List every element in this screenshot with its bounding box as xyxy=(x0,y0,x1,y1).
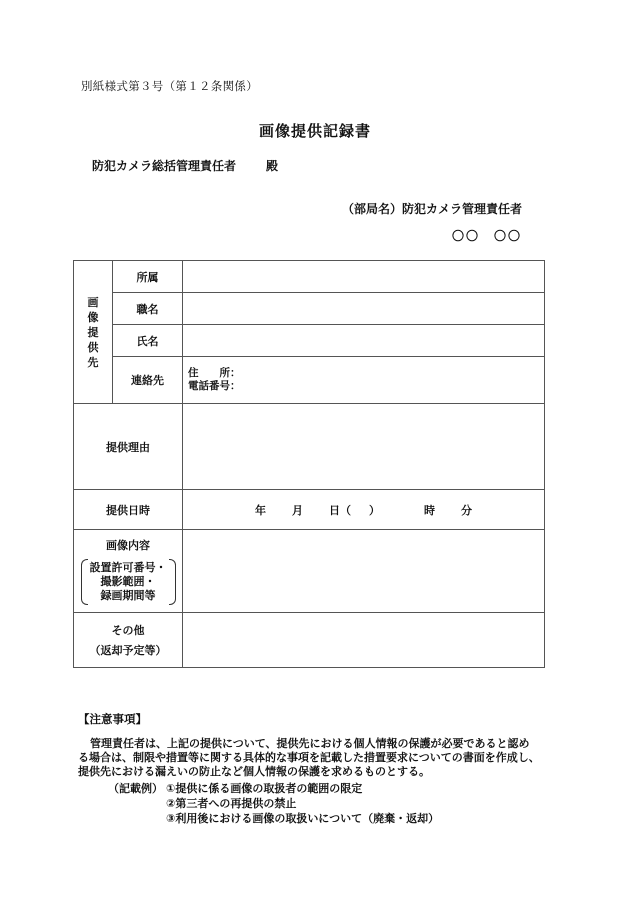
name-label: 氏名 xyxy=(113,325,183,357)
recipient-group-label: 画 像 提 供 先 xyxy=(74,261,113,404)
content-sub-line: 設置許可番号・ xyxy=(89,561,167,574)
content-label: 画像内容 xyxy=(106,539,150,552)
table-row xyxy=(74,490,545,530)
phone-label: 電話番号： xyxy=(188,380,241,392)
notes-heading: 【注意事項】 xyxy=(78,712,147,726)
name-field[interactable] xyxy=(183,325,545,357)
other-field[interactable] xyxy=(183,613,545,668)
addressee xyxy=(92,157,278,174)
content-sub-line: 録画期間等 xyxy=(100,589,156,602)
date-label: 提供日時 xyxy=(74,490,183,530)
table-row xyxy=(74,325,545,357)
position-label: 職名 xyxy=(113,293,183,325)
affiliation-field[interactable] xyxy=(183,261,545,293)
table-row xyxy=(74,261,545,293)
date-unit-hour: 時 xyxy=(424,503,435,517)
content-label-cell xyxy=(74,530,183,613)
other-sub-label: （返却予定等） xyxy=(89,644,167,657)
notes-example-item: ②第三者への再提供の禁止 xyxy=(166,797,297,810)
date-field[interactable] xyxy=(183,490,545,530)
sender-name: 〇〇 〇〇 xyxy=(451,229,522,243)
addressee-name: 防犯カメラ総括管理責任者 xyxy=(92,159,237,173)
notes-body: 管理責任者は、上記の提供について、提供先における個人情報の保護が必要であると認める場合は、制限や措置等に関する具体的な事項を記載した措置要求についての書面を作成し、提供先における漏えいの防止など個人情報の保護を求めるものとする。 xyxy=(78,737,540,778)
record-table xyxy=(73,260,545,668)
content-sub-line: 撮影範囲・ xyxy=(100,575,156,588)
position-field[interactable] xyxy=(183,293,545,325)
form-number: 別紙様式第３号（第１２条関係） xyxy=(81,79,258,93)
date-unit-year: 年 xyxy=(255,503,266,517)
addressee-honorific: 殿 xyxy=(266,159,279,173)
table-row xyxy=(74,293,545,325)
sender-title: （部局名）防犯カメラ管理責任者 xyxy=(341,202,522,216)
reason-field[interactable] xyxy=(183,404,545,490)
other-label-cell xyxy=(74,613,183,668)
content-field[interactable] xyxy=(183,530,545,613)
date-unit-day: 日（ xyxy=(329,503,351,517)
contact-label: 連絡先 xyxy=(113,357,183,404)
table-row xyxy=(74,357,545,404)
other-label: その他 xyxy=(111,624,145,637)
affiliation-label: 所属 xyxy=(113,261,183,293)
content-sub-bracket xyxy=(81,559,176,605)
reason-label: 提供理由 xyxy=(74,404,183,490)
table-row xyxy=(74,404,545,490)
notes-example-label: （記載例） xyxy=(108,782,163,795)
notes-example-item: ③利用後における画像の取扱いについて（廃棄・返却） xyxy=(166,812,440,825)
table-row xyxy=(74,613,545,668)
contact-field[interactable] xyxy=(183,357,545,404)
date-unit-month: 月 xyxy=(292,503,303,517)
notes-example-item: ①提供に係る画像の取扱者の範囲の限定 xyxy=(166,782,363,795)
date-unit-close: ） xyxy=(369,503,380,517)
address-label: 住 所： xyxy=(188,367,241,379)
table-row xyxy=(74,530,545,613)
date-unit-minute: 分 xyxy=(461,503,472,517)
document-title: 画像提供記録書 xyxy=(258,122,371,140)
